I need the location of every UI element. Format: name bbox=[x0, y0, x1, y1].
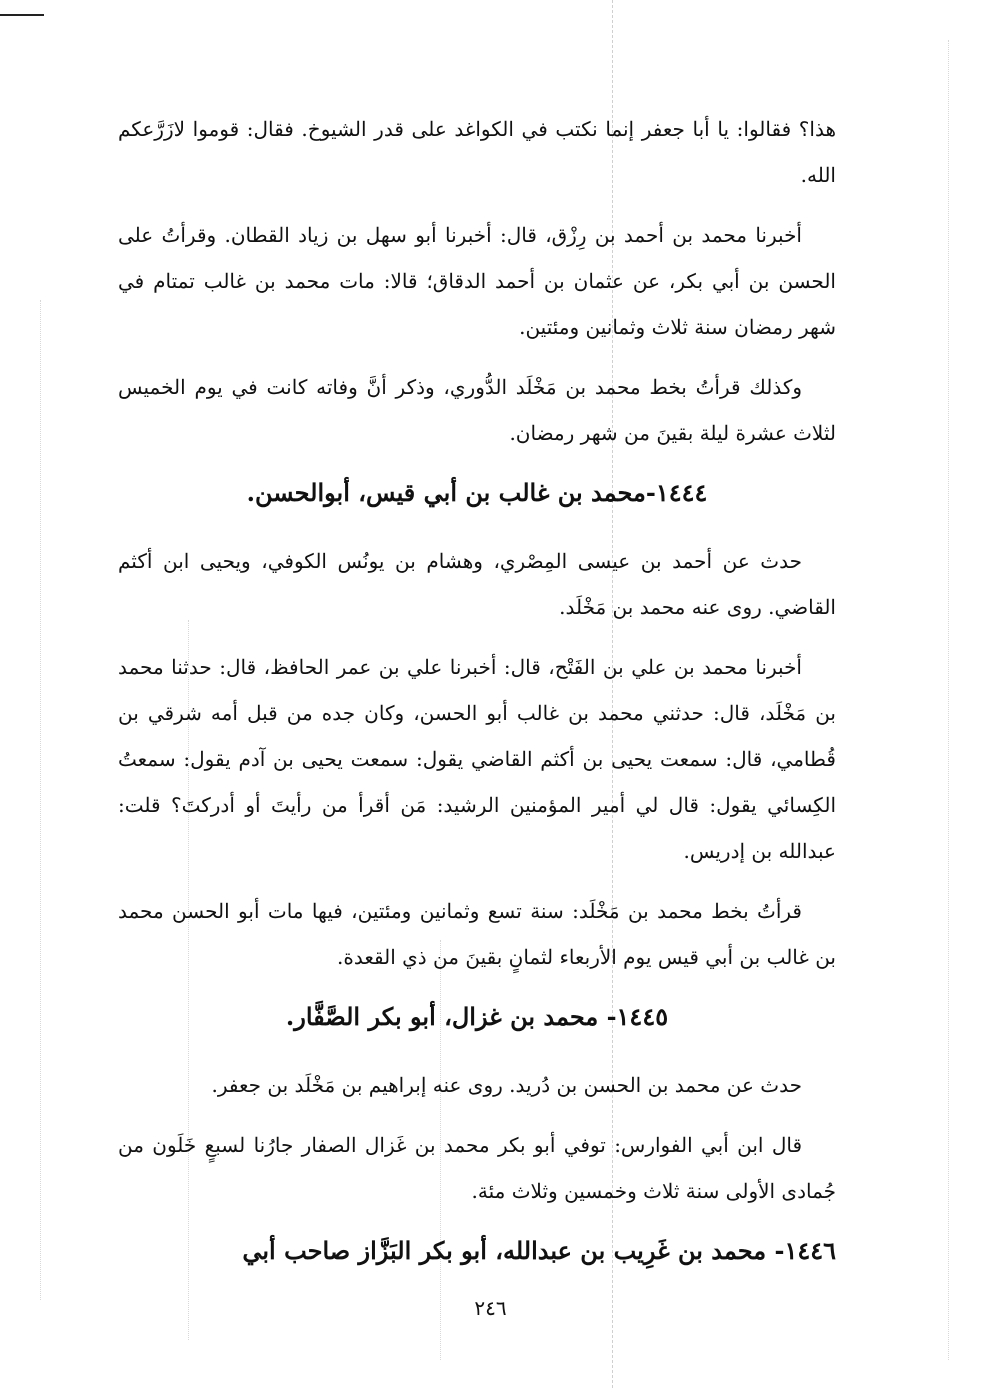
paragraph: حدث عن محمد بن الحسن بن دُريد. روى عنه إبراهيم بن مَخْلَد بن جعفر. bbox=[211, 1073, 802, 1097]
corner-mark bbox=[0, 14, 44, 16]
entry-heading-1444: ١٤٤٤-محمد بن غالب بن أبي قيس، أبوالحسن. bbox=[246, 478, 708, 507]
paragraph: قرأتُ بخط محمد بن مَخْلَد: سنة تسع وثمانين ومئتين، فيها مات أبو الحسن محمد بن غالب بن أبي قيس يوم الأربعاء لثمانٍ بقينَ من ذي القعدة. bbox=[118, 899, 836, 969]
scan-noise bbox=[948, 40, 949, 1360]
entry-heading-1446: ١٤٤٦- محمد بن غَرِيب بن عبدالله، أبو بكر البَزَّاز صاحب أبي bbox=[242, 1236, 836, 1265]
scan-noise bbox=[40, 300, 41, 1300]
body-text bbox=[118, 106, 836, 1296]
paragraph: هذا؟ فقالوا: يا أبا جعفر إنما نكتب في الكواغد على قدر الشيوخ. فقال: قوموا لازَرَّعكم الله. bbox=[118, 117, 836, 187]
paragraph: حدث عن أحمد بن عيسى المِصْري، وهشام بن يونُس الكوفي، ويحيى ابن أكثم القاضي. روى عنه محمد بن مَخْلَد. bbox=[118, 549, 836, 619]
paragraph: قال ابن أبي الفوارس: توفي أبو بكر محمد بن غَزال الصفار جارُنا لسبعٍ خَلَون من جُمادى الأولى سنة ثلاث وخمسين وثلاث مئة. bbox=[118, 1133, 836, 1203]
entry-heading-1445: ١٤٤٥- محمد بن غزال، أبو بكر الصَّفَّار. bbox=[285, 1002, 669, 1031]
paragraph: وكذلك قرأتُ بخط محمد بن مَخْلَد الدُّوري، وذكر أنَّ وفاته كانت في يوم الخميس لثلاث عشرة ليلة بقينَ من شهر رمضان. bbox=[118, 375, 836, 445]
paragraph: أخبرنا محمد بن أحمد بن رِزْق، قال: أخبرنا أبو سهل بن زياد القطان. وقرأتُ على الحسن بن أبي بكر، عن عثمان بن أحمد الدقاق؛ قالا: مات محمد بن غالب تمتام في شهر رمضان سنة ثلاث وثمانين ومئتين. bbox=[118, 223, 836, 339]
page-number: ٢٤٦ bbox=[474, 1296, 507, 1320]
paragraph: أخبرنا محمد بن علي بن الفَتْح، قال: أخبرنا علي بن عمر الحافظ، قال: حدثنا محمد بن مَخْلَد، قال: حدثني محمد بن غالب أبو الحسن، وكان جده من قبل أمه شرقي بن قُطامي، قال: سمعت يحيى بن أكثم القاضي يقول: سمعت يحيى بن آدم يقول: سمعتُ الكِسائي يقول: قال لي أمير المؤمنين الرشيد: مَن أقرأ من رأيتَ أو أدركتَ؟ قلت: عبدالله بن إدريس. bbox=[118, 655, 836, 863]
